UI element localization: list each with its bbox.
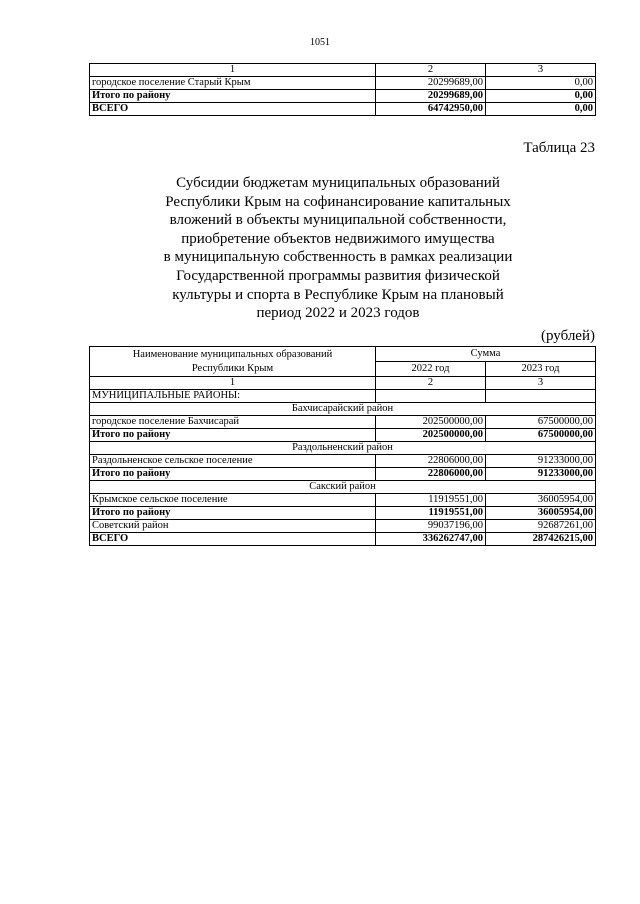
district-name: Бахчисарайский район xyxy=(90,403,596,416)
table-row xyxy=(90,455,596,468)
row-name: ВСЕГО xyxy=(90,533,376,546)
col-number-3: 3 xyxy=(486,64,596,77)
title-line: вложений в объекты муниципальной собственности, xyxy=(169,212,507,229)
table-title xyxy=(140,174,536,323)
value-2022: 336262747,00 xyxy=(376,533,486,546)
col-number-2: 2 xyxy=(376,64,486,77)
title-line: Субсидии бюджетам муниципальных образований xyxy=(176,175,500,191)
title-line: приобретение объектов недвижимого имущества xyxy=(181,230,495,247)
empty-cell xyxy=(486,390,596,403)
value-2023: 91233000,00 xyxy=(486,468,596,481)
value-2022: 20299689,00 xyxy=(376,90,486,103)
row-name: Раздольненское сельское поселение xyxy=(90,455,376,468)
value-2022: 22806000,00 xyxy=(376,455,486,468)
title-line: Государственной программы развития физической xyxy=(176,267,500,284)
row-name: Итого по району xyxy=(90,468,376,481)
value-2023: 0,00 xyxy=(486,90,596,103)
value-2023: 91233000,00 xyxy=(486,455,596,468)
title-line: культуры и спорта в Республике Крым на плановый xyxy=(172,286,504,303)
table-row xyxy=(90,494,596,507)
title-line: в муниципальную собственность в рамках реализации xyxy=(163,249,513,266)
col-number-1: 1 xyxy=(90,377,376,390)
title-line: Республики Крым на софинансирование капитальных xyxy=(165,193,511,210)
total-row xyxy=(90,533,596,546)
col-number-3: 3 xyxy=(486,377,596,390)
column-number-row xyxy=(90,64,596,77)
total-row xyxy=(90,507,596,520)
district-row xyxy=(90,442,596,455)
empty-cell xyxy=(376,390,486,403)
unit-label: (рублей) xyxy=(540,328,595,344)
title-line: период 2022 и 2023 годов xyxy=(256,305,420,322)
grand-total-row xyxy=(90,103,596,116)
header-name-line2: Республики Крым xyxy=(191,362,274,374)
subsidies-table-header xyxy=(90,347,596,377)
value-2022: 22806000,00 xyxy=(376,468,486,481)
column-number-row xyxy=(90,377,596,390)
row-name: Итого по району xyxy=(90,429,376,442)
value-2022: 64742950,00 xyxy=(376,103,486,116)
section-row xyxy=(90,390,596,403)
value-2022: 202500000,00 xyxy=(376,416,486,429)
page-number: 1051 xyxy=(310,37,330,48)
table-row xyxy=(90,416,596,429)
row-name: Итого по району xyxy=(90,90,376,103)
header-sum: Сумма xyxy=(376,347,596,362)
header-2022: 2022 год xyxy=(376,362,486,377)
header-row xyxy=(90,347,596,362)
table-label: Таблица 23 xyxy=(523,140,595,156)
total-row xyxy=(90,429,596,442)
value-2022: 20299689,00 xyxy=(376,77,486,90)
value-2022: 202500000,00 xyxy=(376,429,486,442)
col-number-2: 2 xyxy=(376,377,486,390)
header-name-cell xyxy=(90,347,376,377)
row-name: Советский район xyxy=(90,520,376,533)
row-name: Итого по району xyxy=(90,507,376,520)
row-name: городское поселение Старый Крым xyxy=(90,77,376,90)
col-number-1: 1 xyxy=(90,64,376,77)
district-name: Сакский район xyxy=(90,481,596,494)
continuation-table xyxy=(89,63,596,116)
table-row xyxy=(90,77,596,90)
total-row xyxy=(90,468,596,481)
subsidies-table xyxy=(89,346,596,546)
value-2022: 99037196,00 xyxy=(376,520,486,533)
district-row xyxy=(90,481,596,494)
value-2023: 36005954,00 xyxy=(486,507,596,520)
continuation-table-body xyxy=(90,64,596,116)
section-label: МУНИЦИПАЛЬНЫЕ РАЙОНЫ: xyxy=(90,390,376,403)
row-name: ВСЕГО xyxy=(90,103,376,116)
value-2023: 67500000,00 xyxy=(486,429,596,442)
value-2022: 11919551,00 xyxy=(376,507,486,520)
value-2023: 36005954,00 xyxy=(486,494,596,507)
value-2023: 0,00 xyxy=(486,103,596,116)
table-row xyxy=(90,520,596,533)
subsidies-table-body xyxy=(90,377,596,546)
value-2023: 287426215,00 xyxy=(486,533,596,546)
value-2023: 0,00 xyxy=(486,77,596,90)
total-row xyxy=(90,90,596,103)
row-name: городское поселение Бахчисарай xyxy=(90,416,376,429)
value-2022: 11919551,00 xyxy=(376,494,486,507)
district-name: Раздольненский район xyxy=(90,442,596,455)
header-2023: 2023 год xyxy=(486,362,596,377)
value-2023: 92687261,00 xyxy=(486,520,596,533)
header-name-line1: Наименование муниципальных образований xyxy=(132,348,333,360)
value-2023: 67500000,00 xyxy=(486,416,596,429)
district-row xyxy=(90,403,596,416)
row-name: Крымское сельское поселение xyxy=(90,494,376,507)
